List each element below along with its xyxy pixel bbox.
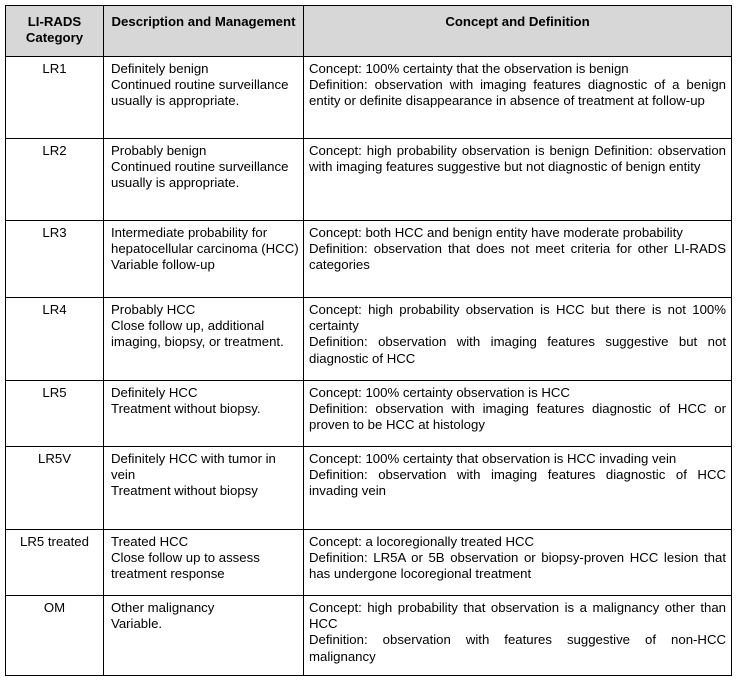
table-row (6, 530, 732, 596)
header-category: LI-RADS Category (6, 6, 104, 57)
row-description (104, 139, 304, 221)
definition-line: Definition: observation with imaging features diagnostic of a benign entity or definite disappearance in absence of treatment at follow-up (309, 77, 726, 109)
description-line: Treatment without biopsy (111, 483, 258, 499)
concept-line: Concept: high probability that observation is a malignancy other than HCC (309, 600, 726, 632)
description-line: Other malignancy (111, 600, 215, 615)
li-rads-table-container (5, 5, 731, 676)
concept-line: Concept: 100% certainty that the observation is benign (309, 61, 629, 76)
row-concept (304, 221, 732, 298)
row-concept (304, 139, 732, 221)
row-description (104, 596, 304, 676)
table-body (6, 57, 732, 676)
row-category: LR5 treated (6, 530, 104, 596)
description-line: Probably benign (111, 143, 207, 158)
table-row (6, 139, 732, 221)
concept-line: Concept: a locoregionally treated HCC (309, 534, 535, 549)
description-line: Continued routine surveillance usually is appropriate. (111, 159, 289, 191)
description-line: Variable. (111, 616, 163, 632)
row-concept (304, 530, 732, 596)
description-line: Intermediate probability for hepatocellular carcinoma (HCC) (111, 225, 299, 257)
row-concept (304, 57, 732, 139)
description-line: Continued routine surveillance usually is appropriate. (111, 77, 289, 109)
row-concept (304, 447, 732, 530)
description-line: Variable follow-up (111, 257, 215, 273)
row-concept (304, 596, 732, 676)
definition-line: Definition: observation with imaging features diagnostic of HCC or proven to be HCC at histology (309, 401, 726, 433)
row-description (104, 530, 304, 596)
description-line: Definitely benign (111, 61, 209, 76)
row-concept (304, 381, 732, 447)
row-description (104, 57, 304, 139)
table-row (6, 596, 732, 676)
header-row (6, 6, 732, 57)
description-line: Definitely HCC with tumor in vein (111, 451, 276, 483)
row-description (104, 221, 304, 298)
description-line: Treatment without biopsy. (111, 401, 261, 417)
concept-line: Concept: 100% certainty observation is HCC (309, 385, 570, 400)
row-concept (304, 298, 732, 381)
row-description (104, 447, 304, 530)
concept-line: Concept: 100% certainty that observation is HCC invading vein (309, 451, 677, 466)
table-row (6, 381, 732, 447)
table-row (6, 57, 732, 139)
row-category: OM (6, 596, 104, 676)
table-row (6, 298, 732, 381)
description-line: Treated HCC (111, 534, 189, 549)
row-category: LR4 (6, 298, 104, 381)
definition-line: Definition: observation with imaging features suggestive but not diagnostic of HCC (309, 334, 726, 366)
description-line: Close follow up, additional imaging, biopsy, or treatment. (111, 318, 284, 350)
li-rads-table (5, 5, 732, 676)
row-description (104, 298, 304, 381)
table-header (6, 6, 732, 57)
concept-line: Concept: high probability observation is HCC but there is not 100% certainty (309, 302, 726, 334)
definition-line: Definition: observation that does not meet criteria for other LI-RADS categories (309, 241, 726, 273)
header-concept: Concept and Definition (304, 6, 732, 57)
row-description (104, 381, 304, 447)
definition-line: Definition: LR5A or 5B observation or biopsy-proven HCC lesion that has undergone locoregional treatment (309, 550, 726, 582)
description-line: Close follow up to assess treatment response (111, 550, 260, 582)
concept-line: Concept: high probability observation is benign Definition: observation with imaging features suggestive but not diagnostic of benign entity (309, 143, 726, 175)
definition-line: Definition: observation with features suggestive of non-HCC malignancy (309, 632, 726, 664)
description-line: Probably HCC (111, 302, 196, 317)
table-row (6, 221, 732, 298)
description-line: Definitely HCC (111, 385, 198, 400)
row-category: LR5V (6, 447, 104, 530)
row-category: LR1 (6, 57, 104, 139)
definition-line: Definition: observation with imaging features diagnostic of HCC invading vein (309, 467, 726, 499)
row-category: LR3 (6, 221, 104, 298)
row-category: LR5 (6, 381, 104, 447)
row-category: LR2 (6, 139, 104, 221)
concept-line: Concept: both HCC and benign entity have moderate probability (309, 225, 683, 240)
table-row (6, 447, 732, 530)
header-description: Description and Management (104, 6, 304, 57)
